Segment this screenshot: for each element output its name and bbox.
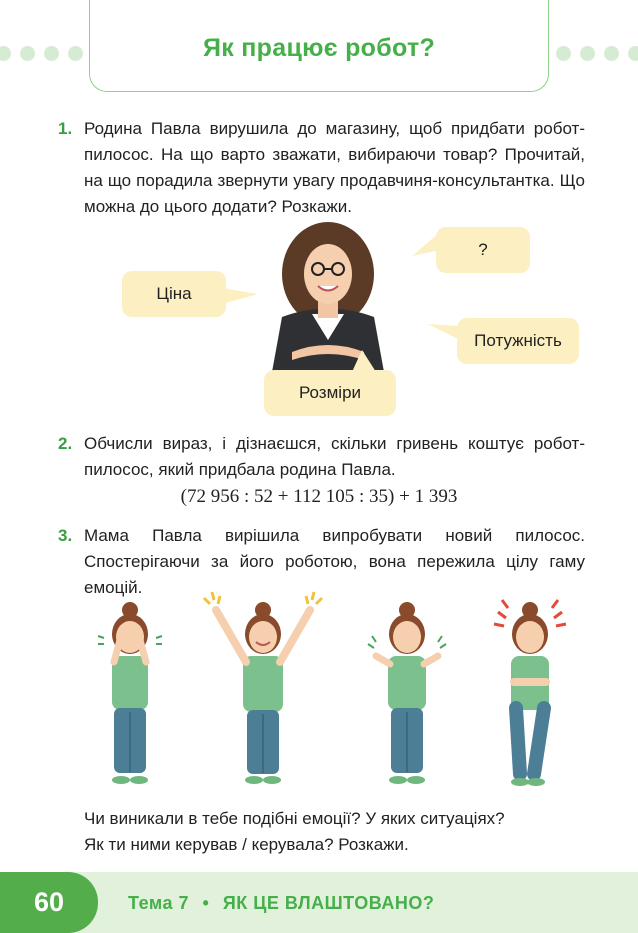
footer-topic-number: Тема 7 bbox=[128, 893, 189, 913]
bubble-unknown-label: ? bbox=[478, 240, 488, 259]
footer-section-title: ЯК ЦЕ ВЛАШТОВАНО? bbox=[222, 893, 435, 913]
emotion-figure-joyful bbox=[198, 590, 328, 795]
reflection-question bbox=[84, 806, 505, 858]
task-3-number: 3. bbox=[58, 526, 73, 545]
bubble-size-label: Розміри bbox=[298, 383, 362, 402]
bubble-unknown bbox=[436, 227, 530, 273]
task-3-text: Мама Павла вирішила випробувати новий пилосос. Спостерігаючи за його роботою, вона пережила цілу гаму емоцій. bbox=[84, 526, 585, 597]
bubble-price bbox=[122, 271, 226, 317]
task-1-number: 1. bbox=[58, 119, 73, 138]
task-2-text: Обчисли вираз, і дізнаєшся, скільки гривень коштує робот-пилосос, який придбала родина Павла. bbox=[84, 434, 585, 479]
bubble-power-tail bbox=[428, 322, 460, 342]
math-expression: (72 956 : 52 + 112 105 : 35) + 1 393 bbox=[180, 486, 458, 507]
bubble-price-tail bbox=[222, 286, 258, 306]
task-1-text: Родина Павла вирушила до магазину, щоб придбати робот-пилосос. На що варто зважати, вибираючи товар? Прочитай, на що порадила звернути увагу продавчиня-консультантка. Що можна до цього додати? Розкажи. bbox=[84, 119, 585, 216]
bubble-size-tail bbox=[352, 350, 376, 372]
page-title: Як працює робот? bbox=[202, 34, 436, 62]
header-dots-right bbox=[556, 46, 638, 62]
task-1 bbox=[58, 116, 585, 220]
task-2 bbox=[58, 431, 585, 483]
header-dots-left bbox=[0, 46, 83, 62]
bubble-size bbox=[264, 370, 396, 416]
bubble-unknown-tail bbox=[412, 232, 440, 258]
bubble-power bbox=[457, 318, 579, 364]
footer-topic bbox=[128, 893, 434, 914]
title-box bbox=[89, 0, 549, 92]
footer-separator: • bbox=[202, 893, 210, 913]
question-line-1: Чи виникали в тебе подібні емоції? У яких ситуаціях? bbox=[84, 809, 505, 828]
page-number: 60 bbox=[0, 872, 98, 933]
emotion-figure-surprised bbox=[90, 600, 170, 795]
emotion-figure-angry bbox=[490, 590, 570, 795]
task-2-number: 2. bbox=[58, 434, 73, 453]
bubble-price-label: Ціна bbox=[156, 284, 192, 303]
question-line-2: Як ти ними керував / керувала? Розкажи. bbox=[84, 835, 409, 854]
emotion-figure-confused bbox=[362, 600, 452, 795]
bubble-power-label: Потужність bbox=[474, 331, 562, 350]
